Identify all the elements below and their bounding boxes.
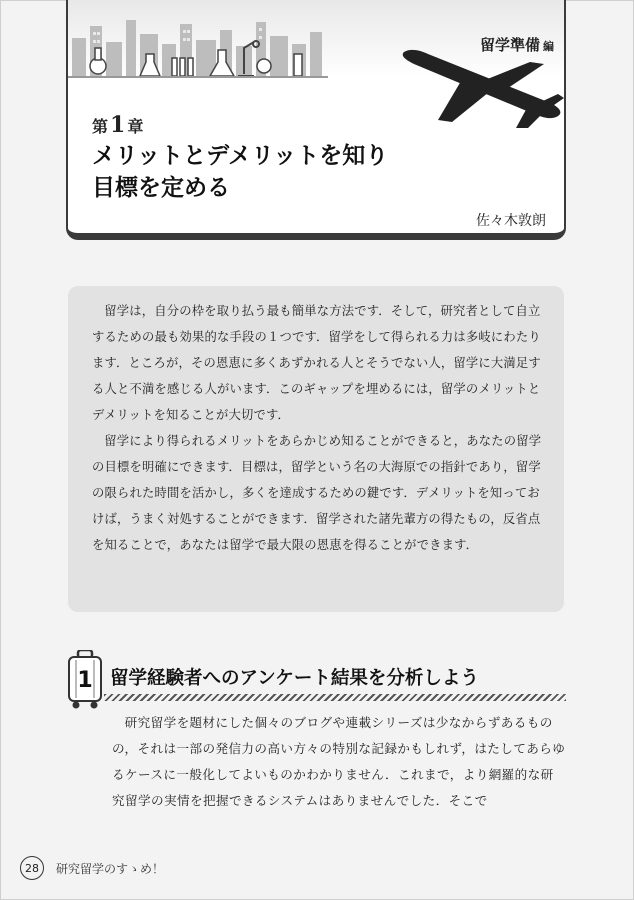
chapter-suffix: 章 (127, 117, 144, 136)
series-label-text: 留学準備 (479, 36, 540, 54)
suitcase-icon (68, 650, 102, 710)
book-title: 研究留学のすゝめ！ (56, 862, 165, 876)
chapter-prefix: 第 (92, 117, 109, 136)
section-number: 1 (77, 668, 93, 693)
body-paragraph: 研究留学を題材にした個々のブログや連載シリーズは少なからずあるものの，それは一部の発信力の高い方々の特別な記録かもしれず，はたしてあらゆるケースに一般化してよいものかわかりません．これまで，より網羅的な研究留学の実情を把握できるシステムはありませんでした．そこで (112, 715, 566, 808)
chapter-header (66, 0, 566, 240)
section-divider (104, 694, 566, 701)
chapter-title-line1: メリットとデメリットを知り (92, 143, 389, 169)
chapter-number-value: 1 (110, 112, 126, 138)
lab-skyline-icon (68, 14, 328, 78)
chapter-title-line2: 目標を定める (92, 175, 230, 201)
chapter-title (92, 140, 388, 204)
intro-box (68, 286, 564, 612)
intro-paragraph: 留学は，自分の枠を取り払う最も簡単な方法です．そして，研究者として自立するための最も効果的な手段の１つです．留学をして得られる力は多岐にわたります．ところが，その恩恵に多くあずかれる人とそうでない人，留学に大満足する人と不満を感じる人がいます．このギャップを埋めるには，留学のメリットとデメリットを知ることが大切です． (92, 304, 541, 422)
page-number: 28 (20, 856, 44, 880)
series-label-suffix: 編 (543, 40, 554, 53)
author-name: 佐々木敦朗 (476, 213, 546, 229)
intro-paragraph: 留学により得られるメリットをあらかじめ知ることができると，あなたの留学の目標を明確にできます．目標は，留学という名の大海原での指針であり，留学の限られた時間を活かし，多くを達成するための鍵です．デメリットを知っておけば，うまく対処することができます．留学された諸先輩方の得たもの，反省点を知ることで，あなたは留学で最大限の恩恵を得ることができます． (92, 434, 542, 552)
series-label (480, 34, 554, 55)
section-title: 留学経験者へのアンケート結果を分析しよう (110, 668, 479, 689)
chapter-number (92, 112, 143, 138)
